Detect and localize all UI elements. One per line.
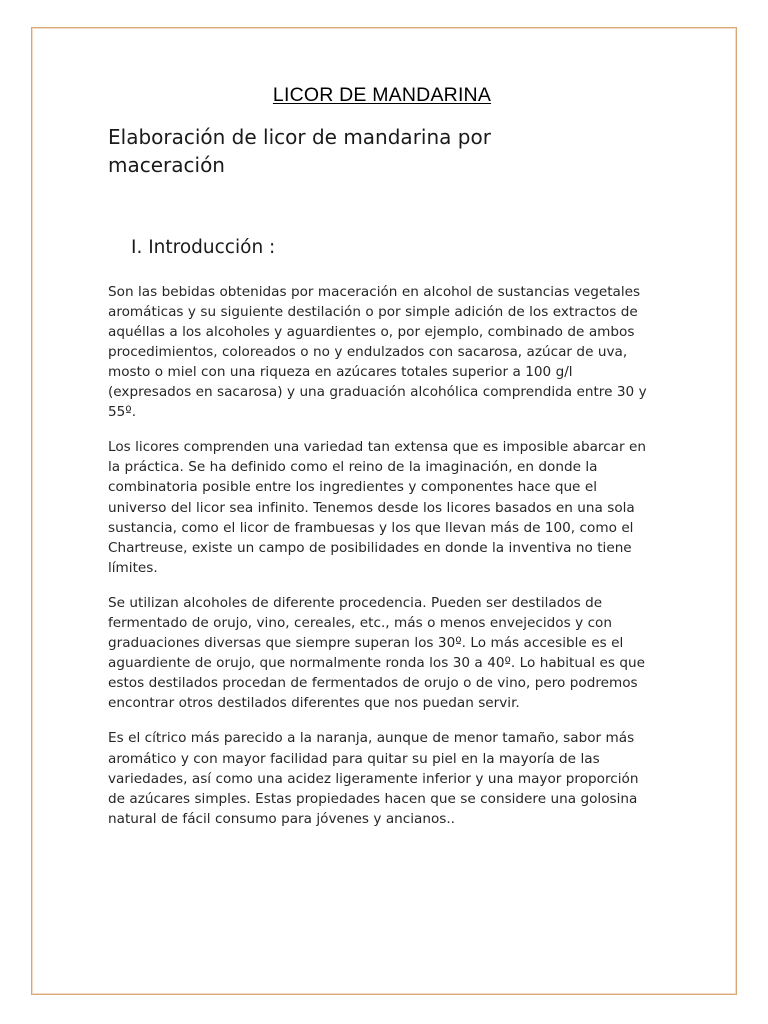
document-content — [108, 27, 656, 829]
paragraph: Es el cítrico más parecido a la naranja, aunque de menor tamaño, sabor más aromático y con mayor facilidad para quitar su piel en la mayoría de las variedades, así como una acidez ligeramente inferior y una mayor proporción de azúcares simples. Estas propiedades hacen que se considere una golosina natural de fácil consumo para jóvenes y ancianos.. — [108, 730, 639, 827]
section-body-introduccion — [108, 260, 656, 829]
paragraph: Son las bebidas obtenidas por maceración en alcohol de sustancias vegetales aromáticas y su siguiente destilación o por simple adición de los extractos de aquéllas a los alcoholes y aguardientes o, por ejemplo, combinado de ambos procedimientos, coloreados o no y endulzados con sacarosa, azúcar de uva, mosto o miel con una riqueza en azúcares totales superior a 100 g/l (expresados en sacarosa) y una graduación alcohólica comprendida entre 30 y 55º. — [108, 283, 647, 421]
paragraph: Se utilizan alcoholes de diferente procedencia. Pueden ser destilados de fermentado de orujo, vino, cereales, etc., más o menos envejecidos y con graduaciones diversas que siempre superan los 30º. Lo más accesible es el aguardiente de orujo, que normalmente ronda los 30 a 40º. Lo habitual es que estos destilados procedan de fermentados de orujo o de vino, pero podremos encontrar otros destilados diferentes que nos puedan servir. — [108, 594, 646, 712]
document-subtitle: Elaboración de licor de mandarina por maceración — [108, 125, 491, 177]
section-heading-introduccion: I. Introducción : — [131, 236, 276, 258]
document-title — [108, 27, 656, 107]
paragraph: Los licores comprenden una variedad tan extensa que es imposible abarcar en la práctica. Se ha definido como el reino de la imaginación, en donde la combinatoria posible entre los ingredientes y componentes hace que el universo del licor sea infinito. Tenemos desde los licores basados en una sola sustancia, como el licor de frambuesas y los que llevan más de 100, como el Chartreuse, existe un campo de posibilidades en donde la inventiva no tiene límites. — [108, 439, 646, 576]
document-title-text: LICOR DE MANDARINA — [272, 84, 492, 106]
